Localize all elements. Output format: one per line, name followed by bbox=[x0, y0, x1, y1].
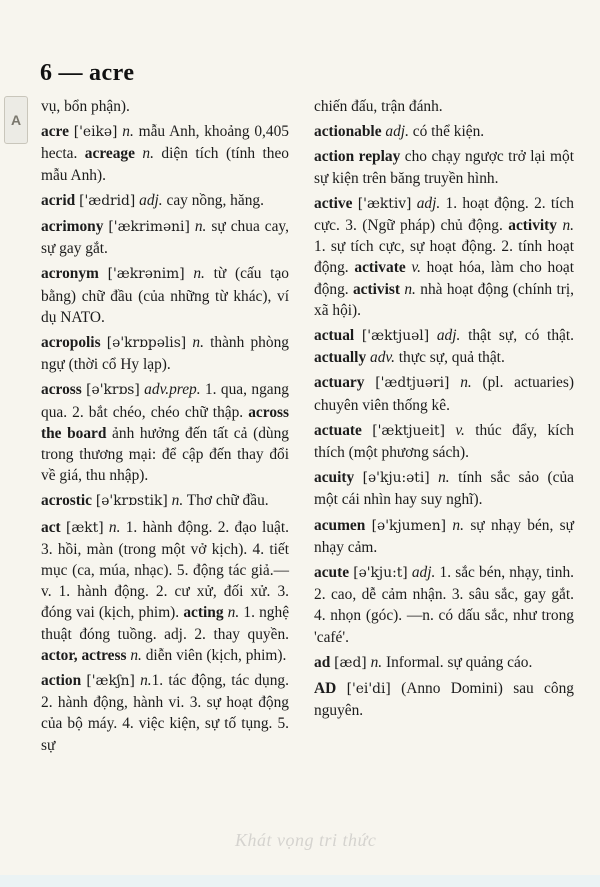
subentry-part-of-speech: n. bbox=[557, 217, 575, 235]
subentry-definition: ảnh hưởng đến tất cả (dùng trong thương mại: để cập đến thay đổi về giá, thu nhập). bbox=[41, 424, 289, 485]
definition-text: có thể kiện. bbox=[408, 123, 485, 141]
headword: actuate bbox=[314, 421, 362, 439]
headword: acute bbox=[314, 564, 350, 582]
definition-text: từ (cấu tạo bằng) chữ đầu (của những từ khác), ví dụ NATO. bbox=[41, 265, 289, 326]
subentry-part-of-speech: v. bbox=[405, 259, 421, 277]
dictionary-entry bbox=[41, 517, 289, 666]
page-header bbox=[40, 60, 135, 87]
headword: active bbox=[314, 194, 353, 212]
watermark: Khát vọng tri thức bbox=[235, 830, 377, 850]
dictionary-entry bbox=[41, 263, 289, 328]
subentry-headword: activity bbox=[508, 217, 558, 235]
definition-text: 1. qua, ngang qua. 2. bắt chéo, chéo chữ thập. bbox=[41, 381, 289, 421]
headword: actual bbox=[314, 327, 355, 345]
dictionary-entry bbox=[41, 332, 289, 375]
headword: ad bbox=[314, 653, 331, 671]
dictionary-entry bbox=[314, 467, 574, 510]
definition-text: 1. hành động. 2. đạo luật. 3. hồi, màn (trong một vở kịch). 4. tiết mục (ca, múa, nhạc). 5. động tác giả.— v. 1. hành động. 2. cư xử, đối xử. 3. đóng vai (kịch, phim). bbox=[41, 518, 289, 622]
definition-text: thúc đẩy, kích thích (một phương sách). bbox=[314, 421, 574, 462]
subentry-headword: acting bbox=[183, 604, 224, 622]
subentry-headword: acreage bbox=[84, 145, 135, 163]
pronunciation: [ə'kjumen] bbox=[371, 517, 447, 534]
definition-text: cay nồng, hăng. bbox=[162, 191, 264, 209]
pronunciation: [ækt] bbox=[65, 519, 104, 536]
headword: action replay bbox=[314, 148, 401, 166]
definition-text: cho chạy ngược trở lại một sự kiện trên băng truyền hình. bbox=[314, 148, 574, 187]
dictionary-entry bbox=[41, 121, 289, 186]
part-of-speech: adj. bbox=[416, 194, 441, 212]
part-of-speech: n. bbox=[171, 492, 184, 510]
part-of-speech: n. bbox=[108, 518, 121, 536]
headword: action bbox=[41, 672, 82, 690]
dictionary-entry bbox=[314, 325, 574, 368]
definition-text: vụ, bổn phận). bbox=[41, 98, 130, 115]
subentry-part-of-speech: n. bbox=[126, 646, 142, 664]
subentry-definition: diện tích (tính theo mẫu Anh). bbox=[41, 145, 289, 184]
part-of-speech: n. bbox=[438, 469, 450, 487]
pronunciation: [ə'kju:t] bbox=[353, 565, 408, 582]
dictionary-entry bbox=[41, 379, 289, 486]
subentry-headword: across the board bbox=[41, 403, 289, 442]
headword: acronym bbox=[41, 265, 99, 283]
subentry-headword: actor, actress bbox=[41, 646, 127, 664]
pronunciation: ['ækʃn] bbox=[86, 673, 135, 690]
dictionary-entry bbox=[314, 652, 574, 674]
part-of-speech: adj. bbox=[436, 327, 461, 345]
part-of-speech: n. bbox=[460, 374, 472, 392]
part-of-speech: n. bbox=[193, 265, 205, 283]
part-of-speech: n. bbox=[192, 334, 204, 352]
pronunciation: [ə'krɒpəlis] bbox=[106, 335, 187, 352]
pronunciation: ['ækrənim] bbox=[107, 266, 185, 283]
dictionary-entry bbox=[41, 190, 289, 212]
definition-text: sự chua cay, sự gay gắt. bbox=[41, 218, 289, 258]
definition-text: 1. sắc bén, nhạy, tinh. 2. cao, dễ cảm nhận. 3. sâu sắc, gay gắt. 4. nhọn (góc). —n. có dấu sắc, như trong 'café'. bbox=[314, 564, 574, 646]
dictionary-entry bbox=[41, 96, 289, 117]
subentry-definition: diễn viên (kịch, phim). bbox=[141, 646, 287, 664]
subentry-definition: 1. sự tích cực, sự hoạt động. 2. tính hoạt động. bbox=[314, 238, 574, 277]
definition-text: (Anno Domini) sau công nguyên. bbox=[314, 680, 574, 720]
dictionary-entry bbox=[41, 670, 289, 756]
subentry-definition: nhà hoạt động (chính trị, xã hội). bbox=[314, 280, 574, 319]
pronunciation: [ə'krɒs] bbox=[86, 382, 140, 399]
dictionary-entry bbox=[314, 420, 574, 463]
subentry-part-of-speech: n. bbox=[223, 604, 240, 622]
headword: actuary bbox=[314, 374, 365, 392]
subentry-definition: 1. nghệ thuật đóng tuồng. adj. 2. thay quyền. bbox=[41, 604, 290, 643]
pronunciation: ['æktjuəl] bbox=[361, 328, 430, 345]
subentry-part-of-speech: n. bbox=[134, 145, 154, 163]
headword: actionable bbox=[314, 123, 382, 141]
pronunciation: ['ædtjuəri] bbox=[375, 375, 450, 392]
subentry-headword: activate bbox=[354, 259, 406, 277]
dictionary-entry bbox=[41, 490, 289, 512]
dictionary-entry bbox=[314, 562, 574, 648]
thumb-index-tab bbox=[4, 96, 28, 144]
headword: across bbox=[41, 381, 82, 399]
dictionary-entry bbox=[314, 121, 574, 142]
dictionary-entry bbox=[314, 193, 574, 321]
page-number: 6 bbox=[40, 60, 53, 86]
part-of-speech: n. bbox=[452, 516, 464, 534]
subentry-part-of-speech: adv. bbox=[366, 349, 395, 367]
part-of-speech: adj. bbox=[385, 123, 409, 141]
headword: acrid bbox=[41, 191, 76, 209]
part-of-speech: n. bbox=[370, 653, 383, 671]
headword: acre bbox=[41, 123, 69, 141]
headword: act bbox=[41, 518, 61, 536]
headword: acuity bbox=[314, 469, 355, 487]
definition-text: 1. tác động, tác dụng. 2. hành động, hành vi. 3. sự hoạt động của bộ máy. 4. việc kiện, sự tố tụng. 5. sự bbox=[41, 672, 289, 754]
subentry-headword: actually bbox=[314, 349, 367, 367]
part-of-speech: adj. bbox=[411, 564, 436, 582]
page-bottom-band bbox=[0, 875, 600, 887]
definition-text: 1. hoạt động. 2. tích cực. 3. (Ngữ pháp) chủ động. bbox=[314, 194, 574, 235]
pronunciation: ['eikə] bbox=[73, 124, 118, 141]
dictionary-entry bbox=[314, 96, 574, 117]
definition-text: mẫu Anh, khoảng 0,405 hecta. bbox=[41, 123, 289, 163]
definition-text: thật sự, có thật. bbox=[460, 327, 574, 345]
subentry-definition: hoạt hóa, làm cho hoạt động. bbox=[314, 259, 574, 298]
pronunciation: ['ædrid] bbox=[79, 192, 136, 209]
part-of-speech: adv.prep. bbox=[144, 381, 201, 399]
headword: acropolis bbox=[41, 334, 101, 352]
pronunciation: ['ei'di] bbox=[346, 681, 391, 698]
part-of-speech: n. bbox=[194, 218, 207, 236]
header-separator: — bbox=[58, 60, 83, 86]
definition-text: tính sắc sảo (của một cái nhìn hay suy nghĩ). bbox=[314, 469, 574, 509]
dictionary-entry bbox=[41, 216, 289, 259]
dictionary-entry bbox=[314, 146, 574, 188]
thumb-tab-letter: A bbox=[10, 112, 22, 128]
right-column bbox=[314, 96, 574, 725]
pronunciation: [ə'krɒstik] bbox=[95, 493, 168, 510]
headword: AD bbox=[314, 680, 337, 698]
definition-text: thành phòng ngự (thời cổ Hy lạp). bbox=[41, 334, 289, 374]
definition-text: sự nhạy bén, sự nhạy cảm. bbox=[314, 516, 574, 556]
guide-word: acre bbox=[89, 60, 135, 86]
part-of-speech: n. bbox=[140, 672, 152, 690]
dictionary-entry bbox=[314, 678, 574, 721]
pronunciation: ['ækriməni] bbox=[108, 219, 190, 236]
dictionary-entry bbox=[314, 515, 574, 558]
subentry-definition: thực sự, quả thật. bbox=[394, 349, 505, 367]
part-of-speech: v. bbox=[455, 421, 465, 439]
headword: acrostic bbox=[41, 492, 92, 510]
definition-text: chiến đấu, trận đánh. bbox=[314, 98, 443, 115]
pronunciation: ['æktiv] bbox=[357, 195, 412, 212]
headword: acumen bbox=[314, 516, 366, 534]
headword: acrimony bbox=[41, 218, 104, 236]
pronunciation: ['æktjueit] bbox=[372, 422, 445, 439]
part-of-speech: adj. bbox=[139, 191, 163, 209]
definition-text: Thơ chữ đầu. bbox=[183, 492, 269, 510]
dictionary-entry bbox=[314, 372, 574, 415]
definition-text: Informal. sự quảng cáo. bbox=[382, 653, 533, 671]
part-of-speech: n. bbox=[122, 123, 134, 141]
subentry-headword: activist bbox=[352, 280, 400, 298]
pronunciation: [ə'kju:əti] bbox=[362, 470, 430, 487]
pronunciation: [æd] bbox=[334, 654, 367, 671]
left-column bbox=[41, 96, 289, 760]
definition-text: (pl. actuaries) chuyên viên thống kê. bbox=[314, 374, 574, 414]
subentry-part-of-speech: n. bbox=[400, 280, 416, 298]
